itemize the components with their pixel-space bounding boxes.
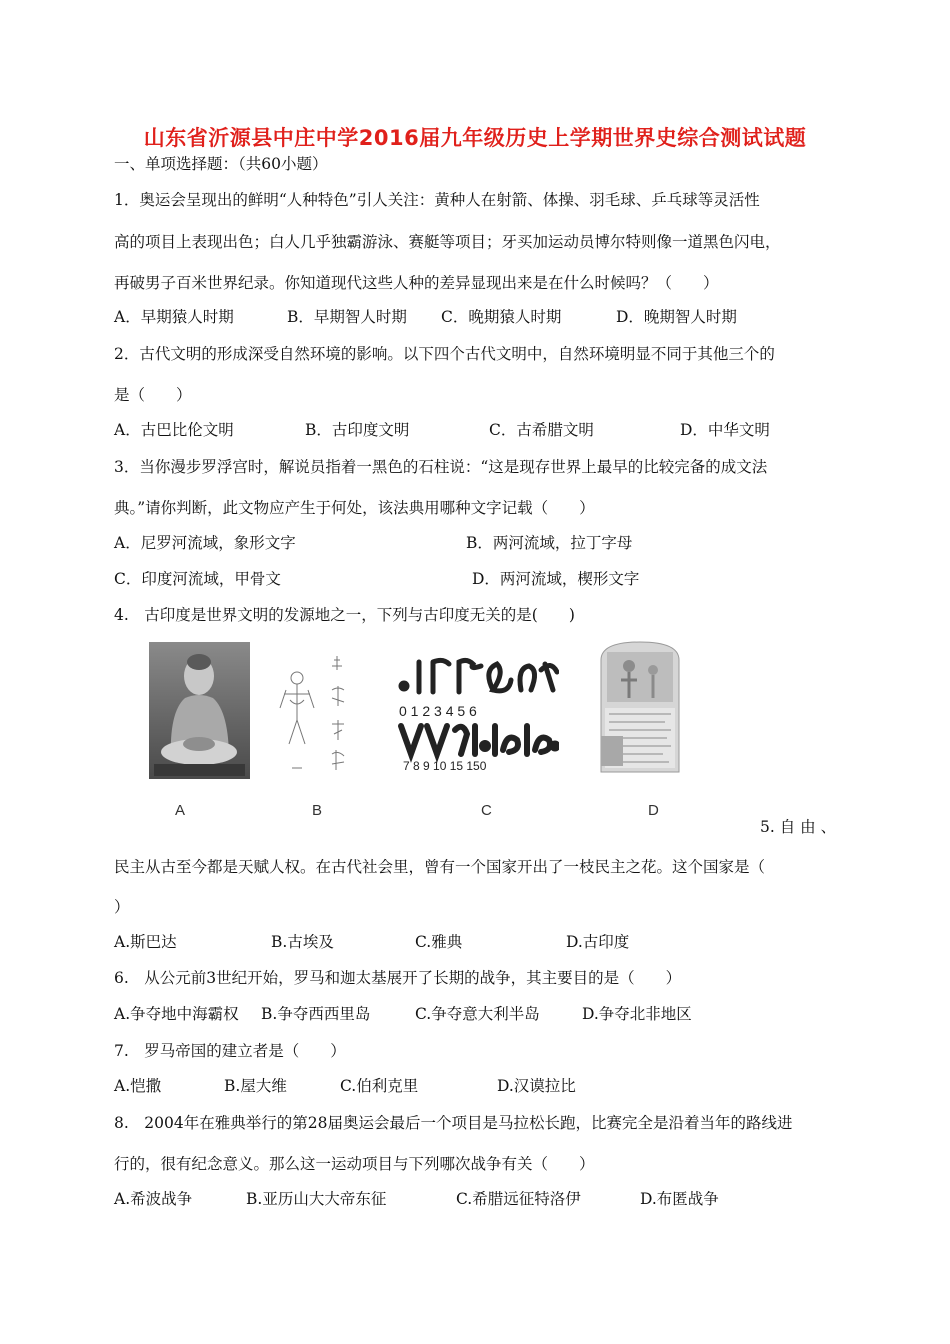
q6-option-a: A.争夺地中海霸权 (114, 1005, 239, 1023)
image-label-d: D (648, 802, 659, 819)
q7-option-b: B.屋大维 (224, 1077, 287, 1095)
q5-option-c: C.雅典 (415, 933, 463, 951)
image-label-c: C (481, 802, 492, 819)
q2-line-1: 2．古代文明的形成深受自然环境的影响。以下四个古代文明中，自然环境明显不同于其他三个的 (114, 345, 775, 363)
image-label-b: B (312, 802, 323, 819)
q1-option-a: A．早期猿人时期 (114, 308, 234, 326)
q5-lead: 5. 自 由 、 (760, 818, 837, 836)
page-title: 山东省沂源县中庄中学2016届九年级历史上学期世界史综合测试试题 (143, 126, 807, 150)
q7-option-a: A.恺撒 (114, 1077, 162, 1095)
deity-drawing-image (272, 650, 368, 782)
q6-line: 6. 从公元前3世纪开始，罗马和迦太基展开了长期的战争，其主要目的是（ ） (114, 969, 682, 987)
q1-line-1: 1．奥运会呈现出的鲜明“人种特色”引人关注：黄种人在射箭、体操、羽毛球、乒乓球等灵活性 (114, 191, 760, 209)
q5-option-b: B.古埃及 (271, 933, 334, 951)
section-heading: 一、单项选择题：（共60小题） (114, 155, 328, 173)
q3-option-a: A．尼罗河流域，象形文字 (114, 534, 296, 552)
q8-option-b: B.亚历山大大帝东征 (246, 1190, 387, 1208)
q1-option-b: B．早期智人时期 (287, 308, 407, 326)
q8-option-d: D.布匿战争 (640, 1190, 719, 1208)
q1-option-c: C．晚期猿人时期 (441, 308, 562, 326)
q3-line-2: 典。”请你判断，此文物应产生于何处，该法典用哪种文字记载（ ） (114, 499, 595, 517)
q3-line-1: 3．当你漫步罗浮宫时，解说员指着一黑色的石柱说：“这是现存世界上最早的比较完备的成文法 (114, 458, 768, 476)
q7-option-d: D.汉谟拉比 (497, 1077, 576, 1095)
q6-option-d: D.争夺北非地区 (582, 1005, 692, 1023)
q8-option-c: C.希腊远征特洛伊 (456, 1190, 581, 1208)
q8-line-2: 行的，很有纪念意义。那么这一运动项目与下列哪次战争有关（ ） (114, 1155, 595, 1173)
q6-option-c: C.争夺意大利半岛 (415, 1005, 540, 1023)
q7-option-c: C.伯利克里 (340, 1077, 419, 1095)
q2-option-c: C．古希腊文明 (489, 421, 594, 439)
q1-line-2: 高的项目上表现出色；白人几乎独霸游泳、赛艇等项目；牙买加运动员博尔特则像一道黑色闪电， (114, 233, 781, 251)
numerals-bottom-row: 7 8 9 10 15 150 (403, 759, 487, 772)
q5-option-d: D.古印度 (566, 933, 630, 951)
stele-relief-image (595, 640, 685, 774)
numerals-top-row: 0 1 2 3 4 5 6 (399, 703, 477, 719)
q6-option-b: B.争夺西西里岛 (261, 1005, 371, 1023)
q8-line-1: 8. 2004年在雅典举行的第28届奥运会最后一个项目是马拉松长跑，比赛完全是沿着当年的路线进 (114, 1114, 793, 1132)
buddha-statue-image (149, 642, 250, 779)
q3-option-b: B．两河流域，拉丁字母 (466, 534, 633, 552)
q2-line-2: 是（ ） (114, 386, 192, 404)
q5-line-2: ） (114, 898, 130, 916)
image-label-a: A (175, 802, 186, 819)
q3-option-c: C．印度河流域，甲骨文 (114, 570, 281, 588)
q1-line-3: 再破男子百米世界纪录。你知道现代这些人种的差异显现出来是在什么时候吗？（ ） (114, 274, 719, 292)
q3-option-d: D．两河流域，楔形文字 (472, 570, 640, 588)
q4-line: 4. 古印度是世界文明的发源地之一，下列与古印度无关的是( ) (114, 606, 575, 624)
q2-option-a: A．古巴比伦文明 (114, 421, 234, 439)
q2-option-d: D．中华文明 (680, 421, 770, 439)
indian-numerals-image (397, 650, 559, 772)
q1-option-d: D．晚期智人时期 (616, 308, 737, 326)
q2-option-b: B．古印度文明 (305, 421, 410, 439)
q5-option-a: A.斯巴达 (114, 933, 177, 951)
q5-line-1: 民主从古至今都是天赋人权。在古代社会里，曾有一个国家开出了一枝民主之花。这个国家是（ (114, 858, 766, 876)
q8-option-a: A.希波战争 (114, 1190, 193, 1208)
q7-line: 7. 罗马帝国的建立者是（ ） (114, 1042, 346, 1060)
